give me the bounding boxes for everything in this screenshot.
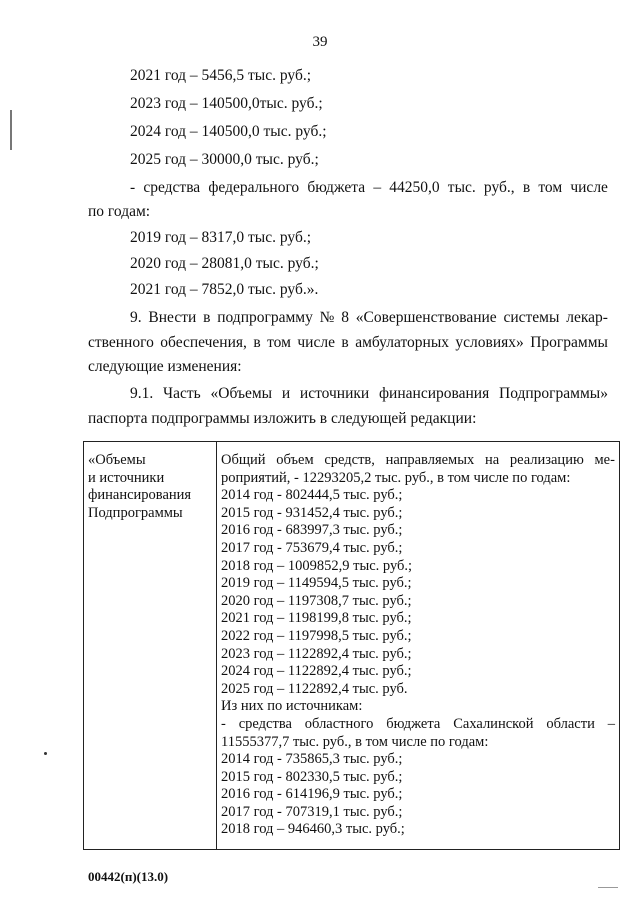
right-cell-line: 2022 год – 1197998,5 тыс. руб.; — [221, 627, 412, 644]
word: на — [484, 452, 500, 468]
word: 9. — [130, 309, 142, 326]
left-cell-line: Подпрограммы — [88, 504, 183, 521]
federal-year-line: 2020 год – 28081,0 тыс. руб.; — [130, 255, 319, 272]
table-left-cell — [84, 442, 217, 850]
federal-budget-line-2: по годам: — [88, 203, 151, 220]
word: финансирования — [379, 385, 490, 402]
word: № — [319, 309, 335, 326]
right-cell-line: 2019 год – 1149594,5 тыс. руб.; — [221, 575, 412, 592]
word: подпрограмму — [217, 309, 313, 326]
word: ме- — [594, 452, 615, 468]
word: - — [130, 179, 136, 196]
word: амбулаторных — [355, 334, 449, 351]
right-cell-line: 2017 год - 753679,4 тыс. руб.; — [221, 539, 403, 556]
right-cell-line: 2021 год – 1198199,8 тыс. руб.; — [221, 610, 412, 627]
right-cell-line: 2017 год - 707319,1 тыс. руб.; — [221, 803, 403, 820]
right-cell-line: 2014 год - 735865,3 тыс. руб.; — [221, 751, 403, 768]
word: в — [203, 309, 211, 326]
item-9-1-line-1 — [130, 385, 608, 403]
page-number: 39 — [312, 34, 328, 50]
table-row — [84, 442, 620, 850]
word: - — [221, 715, 226, 732]
federal-year-line: 2021 год – 7852,0 тыс. руб.». — [130, 281, 319, 298]
right-cell-justified-line — [221, 716, 615, 734]
item-9-1-line-2: паспорта подпрограммы изложить в следующей редакции: — [88, 410, 477, 427]
right-cell-line: 11555377,7 тыс. руб., в том числе по годам: — [221, 733, 489, 750]
word: средства — [238, 715, 292, 732]
word: источники — [299, 385, 370, 402]
word: ственного — [88, 334, 154, 351]
item-9-line-3: следующие изменения: — [88, 358, 242, 375]
word: 8 — [341, 309, 349, 326]
document-code: 00442(п)(13.0) — [88, 869, 169, 884]
right-cell-line: 2018 год – 946460,3 тыс. руб.; — [221, 821, 405, 838]
word: Часть — [163, 385, 201, 402]
word: 44250,0 — [389, 179, 440, 196]
table-right-cell — [217, 442, 620, 850]
right-cell-line: 2025 год – 1122892,4 тыс. руб. — [221, 680, 408, 697]
federal-year-line: 2019 год – 8317,0 тыс. руб.; — [130, 229, 312, 246]
word: Общий — [221, 452, 266, 468]
right-cell-line: 2015 год - 931452,4 тыс. руб.; — [221, 504, 403, 521]
budget-year-line: 2025 год – 30000,0 тыс. руб.; — [130, 151, 319, 168]
word: условиях» — [455, 334, 524, 351]
word: федерального — [208, 179, 300, 196]
word: в — [253, 334, 261, 351]
word: направляемых — [385, 452, 475, 468]
left-cell-line: «Объемы — [88, 452, 146, 468]
word: «Объемы — [210, 385, 273, 402]
word: том — [267, 334, 291, 351]
item-9-line-1 — [130, 309, 608, 327]
scan-artifact — [598, 887, 618, 888]
right-cell-line: 2016 год - 683997,3 тыс. руб.; — [221, 522, 403, 539]
word: числе — [297, 334, 335, 351]
right-cell-line: роприятий, - 12293205,2 тыс. руб., в том числе по годам: — [221, 469, 571, 486]
word: средств, — [324, 452, 375, 468]
right-cell-line: 2015 год - 802330,5 тыс. руб.; — [221, 768, 403, 785]
word: лекар- — [566, 309, 608, 326]
word: средства — [143, 179, 201, 196]
word: системы — [503, 309, 560, 326]
word: и — [281, 385, 291, 402]
word: бюджета — [307, 179, 366, 196]
federal-budget-line — [130, 179, 608, 197]
right-cell-line: 2024 год – 1122892,4 тыс. руб.; — [221, 663, 412, 680]
financing-table — [83, 441, 620, 850]
right-cell-line: 2023 год – 1122892,4 тыс. руб.; — [221, 645, 412, 662]
word: областного — [304, 715, 374, 732]
budget-year-line: 2023 год – 140500,0тыс. руб.; — [130, 95, 323, 112]
word: объем — [276, 452, 314, 468]
word: руб., — [483, 179, 515, 196]
word: – — [373, 179, 382, 196]
word: числе — [570, 179, 608, 196]
right-cell-line: 2018 год – 1009852,9 тыс. руб.; — [221, 557, 413, 574]
word: 9.1. — [130, 385, 154, 402]
left-cell-line: финансирования — [88, 487, 192, 504]
word: Программы — [530, 334, 608, 351]
word: обеспечения, — [160, 334, 247, 351]
word: – — [607, 715, 615, 732]
right-cell-line: Из них по источникам: — [221, 698, 363, 715]
right-cell-line: 2014 год - 802444,5 тыс. руб.; — [221, 487, 403, 504]
item-9-line-2 — [88, 334, 608, 352]
word: в — [522, 179, 531, 196]
word: Сахалинской — [453, 715, 534, 732]
left-cell-line: и источники — [88, 469, 165, 486]
word: области — [546, 715, 595, 732]
word: Подпрограммы» — [499, 385, 608, 402]
right-cell-justified-line — [221, 452, 615, 470]
word: реализацию — [509, 452, 584, 468]
word: «Совершенствование — [355, 309, 497, 326]
scan-artifact — [10, 110, 12, 150]
word: тыс. — [447, 179, 476, 196]
word: в — [341, 334, 349, 351]
scan-artifact — [44, 752, 47, 755]
word: бюджета — [386, 715, 441, 732]
word: Внести — [148, 309, 197, 326]
right-cell-line: 2016 год - 614196,9 тыс. руб.; — [221, 786, 403, 803]
budget-year-line: 2024 год – 140500,0 тыс. руб.; — [130, 123, 327, 140]
right-cell-line: 2020 год – 1197308,7 тыс. руб.; — [221, 592, 412, 609]
budget-year-line: 2021 год – 5456,5 тыс. руб.; — [130, 67, 312, 84]
word: том — [538, 179, 563, 196]
